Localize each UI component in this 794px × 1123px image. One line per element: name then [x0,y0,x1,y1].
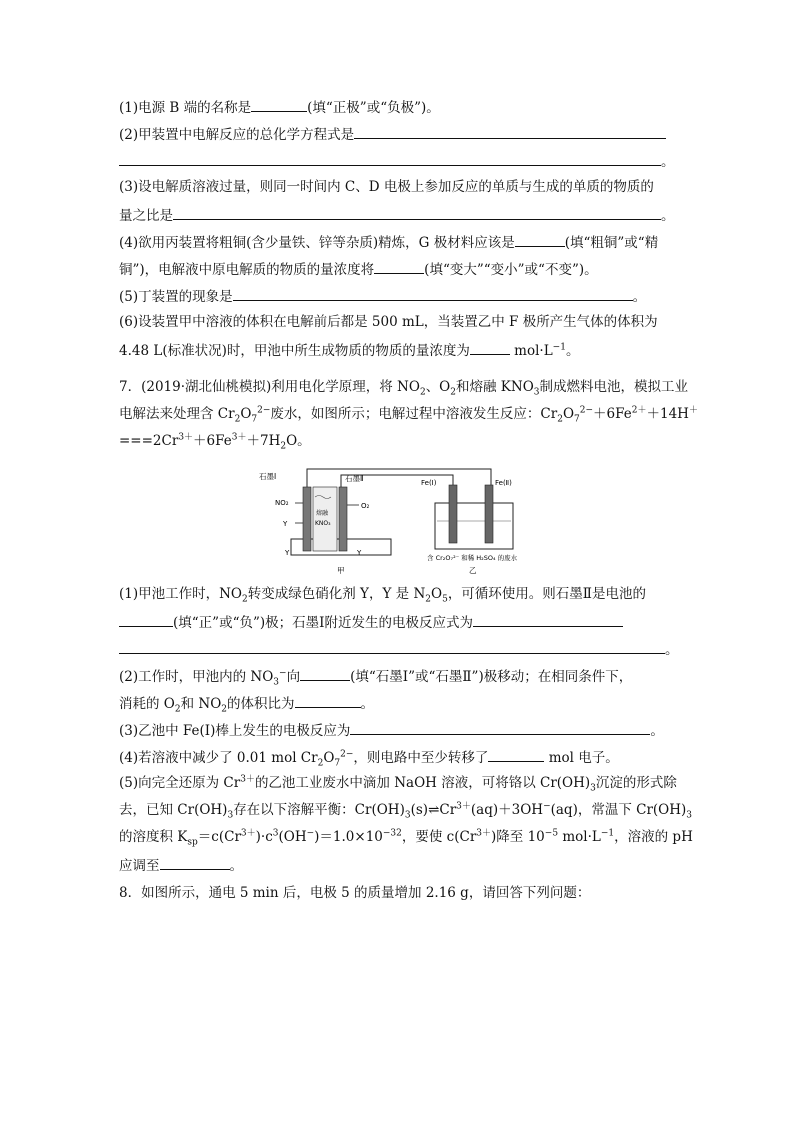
q7-intro-line1: 7．(2019·湖北仙桃模拟)利用电化学原理，将 $NO_2$、$O_2$和熔融 $KNO_3$制成燃料电池，模拟工业 [119,379,688,398]
q6-part4: (4)欲用丙装置将粗铜(含少量铁、锌等杂质)精炼，G 极材料应该是 (填“粗铜”或“精 [119,232,658,252]
answer-blank[interactable] [300,666,350,681]
label-molten: 熔融 [316,510,329,517]
label-yi: 乙 [469,566,477,575]
label-y-bottom-right: Y [357,549,362,557]
q7-part1: (1)甲池工作时，$NO_2$转变成绿色硝化剂 Y，Y 是 $N_2O_5$，可循环使用。则石墨Ⅱ是电池的 [119,586,646,605]
label-waste: 含 Cr₂O₇²⁻ 和稀 H₂SO₄ 的废水 [427,554,518,562]
label-graphite2: 石墨Ⅱ [345,474,364,483]
answer-blank[interactable] [119,151,661,166]
label-fe1: Fe(Ⅰ) [421,479,437,487]
label-graphite1: 石墨Ⅰ [259,472,277,481]
label-no2: NO₂ [275,499,289,507]
electrochemistry-apparatus-figure [255,463,585,577]
label-jia: 甲 [337,566,345,575]
answer-blank[interactable] [119,639,665,654]
q7-intro-line2: 电解法来处理含 $Cr_2O_7^{2-}$废水，如图所示；电解过程中溶液发生反应：$Cr_2O_7^{2-}+6Fe^{2+}+14H^+$ [119,405,698,425]
answer-blank[interactable] [515,232,565,247]
answer-blank[interactable] [470,340,510,355]
answer-blank[interactable] [119,612,173,627]
q7-part4: (4)若溶液中减少了 0.01 mol $Cr_2O_7^{2-}$，则电路中至少转移了 mol 电子。 [119,747,619,767]
answer-blank[interactable] [473,612,623,627]
q7-part5-line3: 的溶度积 $K_{sp}=c(Cr^{3+})\cdot c^3(OH^-)=1.0\times 10^{-32}$，要使 $c(Cr^{3+})$降至 $10^{-5}$ $mol\cdot L^{-1}$，溶液的 pH [119,828,693,848]
q7-part3: (3)乙池中 Fe(Ⅰ)棒上发生的电极反应为 。 [119,720,664,740]
answer-blank[interactable] [251,97,307,112]
answer-blank[interactable] [374,259,424,274]
label-y-left: Y [283,520,288,528]
q7-part1-line2: (填“正”或“负”)极；石墨Ⅰ附近发生的电极反应式为 [119,612,623,632]
molten-kno3-region [313,487,337,551]
q6-part6: (6)设装置甲中溶液的体积在电解前后都是 500 mL，当装置乙中 F 极所产生气体的体积为 [119,314,658,330]
q7-part5-line2: 去，已知 $Cr(OH)_3$存在以下溶解平衡：$Cr(OH)_3(s)\rightleftharpoons Cr^{3+}(aq)+3OH^-(aq)$，常温下 $Cr(OH)_3$ [119,801,693,821]
q7-part5-line4: 应调至 。 [119,855,243,875]
label-fe2: Fe(Ⅱ) [495,479,512,487]
label-kno3: KNO₃ [315,520,331,527]
answer-blank[interactable] [488,747,544,762]
q6-part6-line2: 4.48 L(标准状况)时，甲池中所生成物质的物质的量浓度为 $mol\cdot L^{-1}$。 [119,340,579,360]
fe-electrode-2 [485,485,493,543]
q6-part4-line2: 铜”)，电解液中原电解质的物质的量浓度将 (填“变大”“变小”或“不变”)。 [119,259,598,279]
q7-intro-line3: $===2Cr^{3+}+6Fe^{3+}+7H_2O$。 [119,432,311,452]
answer-blank[interactable] [160,855,230,870]
q7-part5: (5)向完全还原为 $Cr^{3+}$的乙池工业废水中滴加 NaOH 溶液，可将铬以 $Cr(OH)_3$沉淀的形式除 [119,774,677,794]
q6-part2: (2)甲装置中电解反应的总化学方程式是 [119,124,666,144]
answer-blank[interactable] [173,205,661,220]
external-wire [307,469,491,487]
q7-part2-line2: 消耗的 $O_2$和 $NO_2$的体积比为 。 [119,693,374,713]
q7-part1-line3: 。 [119,639,679,659]
label-y-bottom-left: Y [285,549,290,557]
q6-part5: (5)丁装置的现象是 。 [119,286,646,306]
q6-part2-line2: 。 [119,151,675,171]
q6-part3: (3)设电解质溶液过量，则同一时间内 C、D 电极上参加反应的单质与生成的单质的物质的 [119,179,654,195]
answer-blank[interactable] [295,693,361,708]
cell-yi-beaker [435,503,513,549]
q8-intro: 8．如图所示，通电 5 min 后，电极 5 的质量增加 2.16 g，请回答下列问题： [119,885,591,901]
q6-part3-line2: 量之比是 。 [119,205,675,225]
graphite-electrode-1 [303,487,311,551]
q7-part2: (2)工作时，甲池内的 $NO_3^-$向 (填“石墨Ⅰ”或“石墨Ⅱ”)极移动；在相同条件下， [119,666,632,686]
fe-electrode-1 [449,485,457,543]
answer-blank[interactable] [350,720,650,735]
q6-part1: (1)电源 B 端的名称是 (填“正极”或“负极”)。 [119,97,440,117]
label-o2: O₂ [361,502,370,510]
answer-blank[interactable] [233,286,633,301]
graphite-electrode-2 [339,487,347,551]
answer-blank[interactable] [354,124,666,139]
